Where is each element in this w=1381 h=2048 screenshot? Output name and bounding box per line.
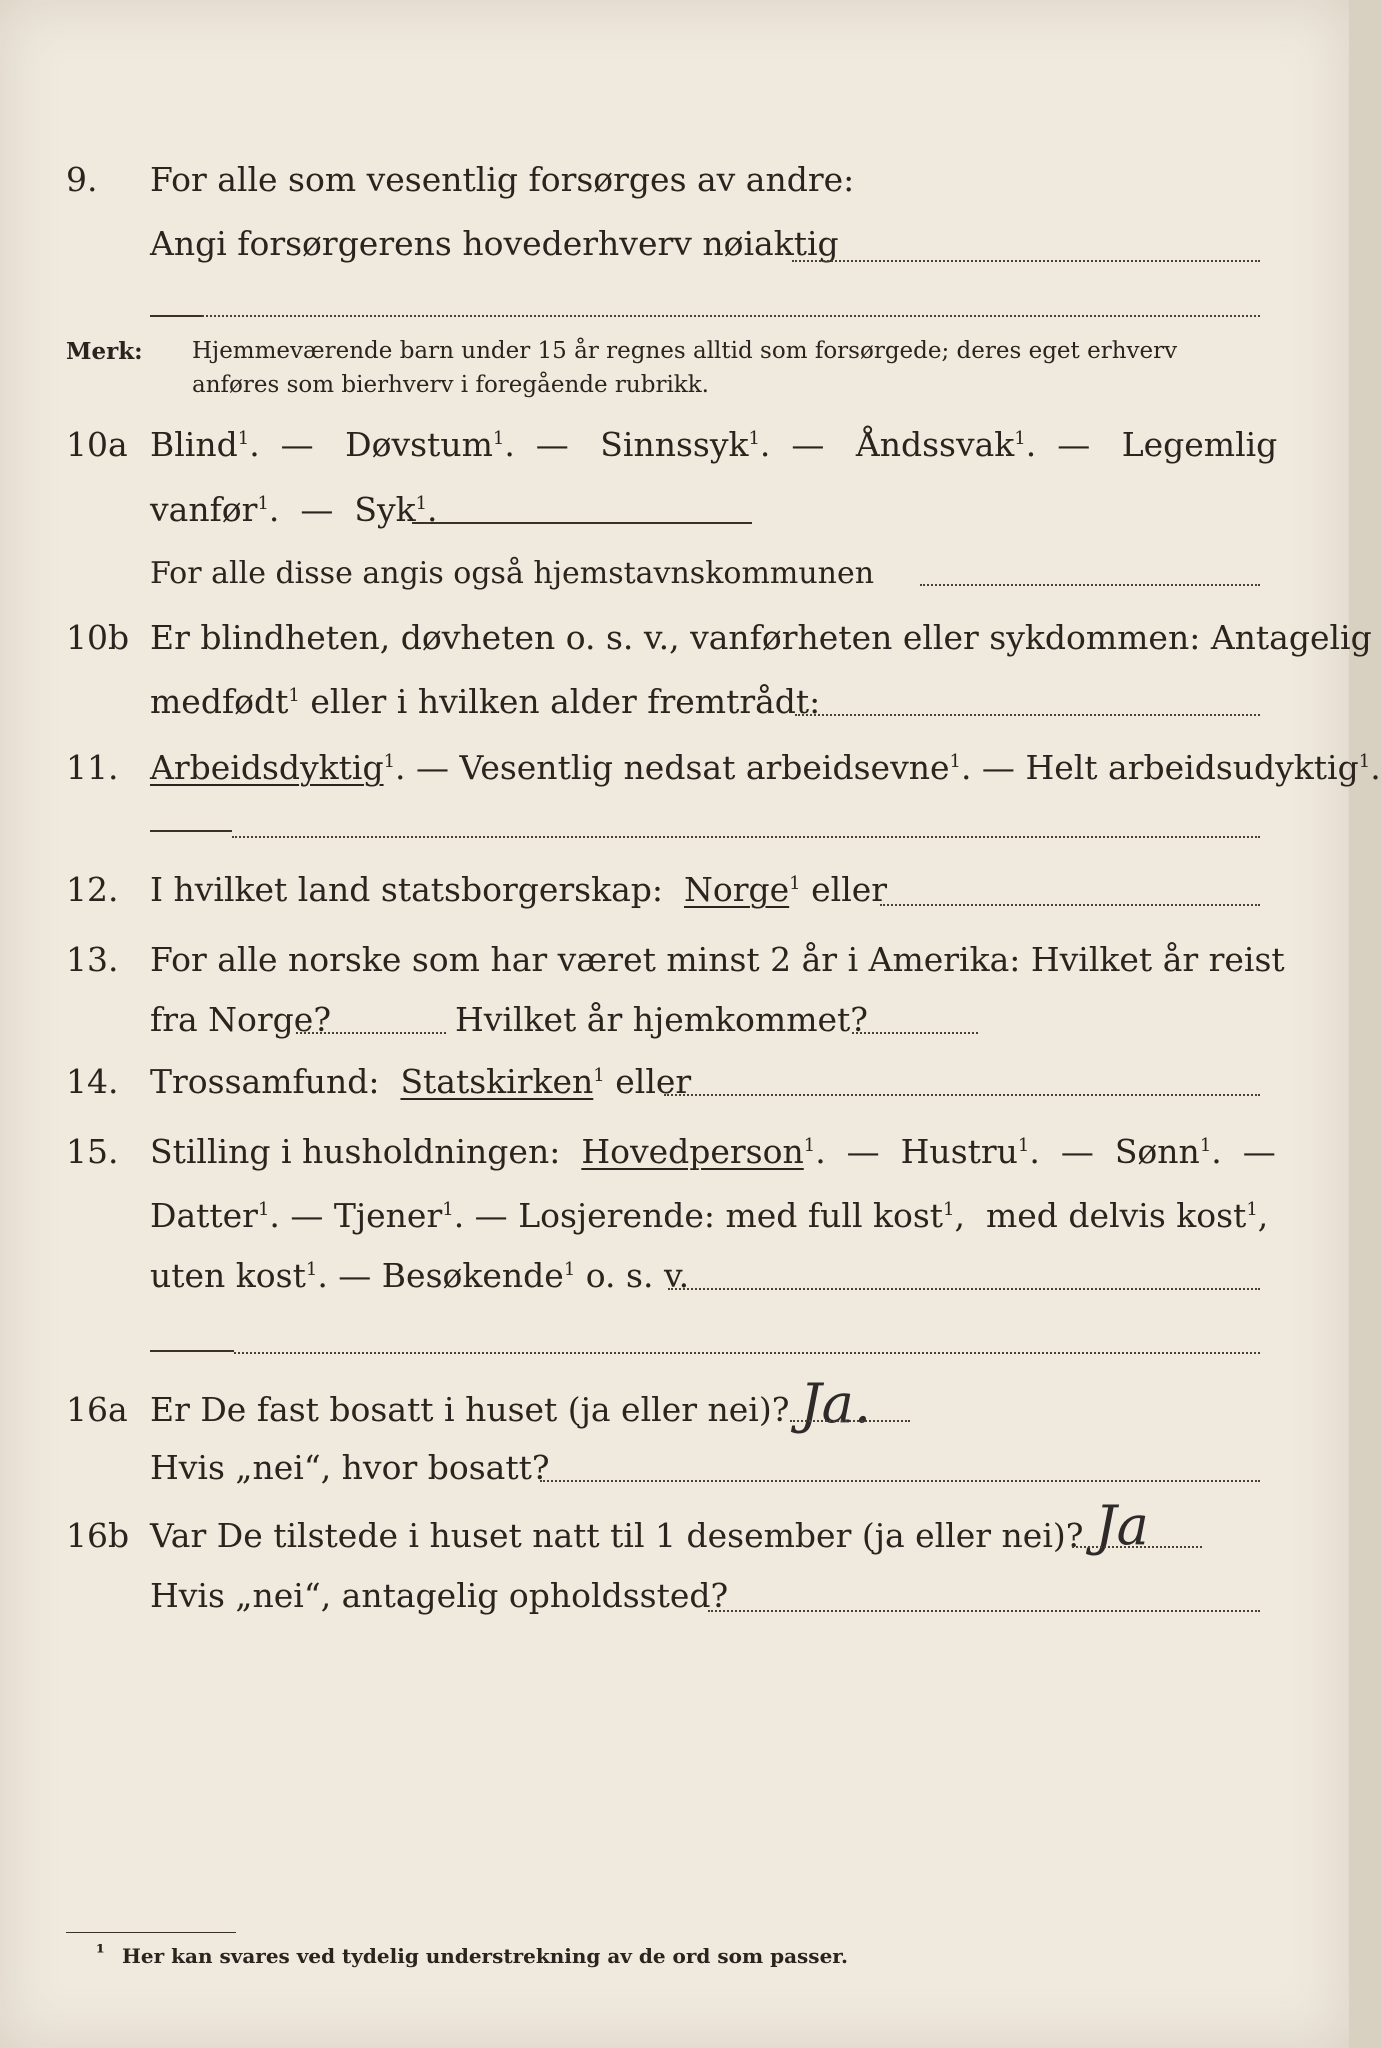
sup-mark: 1 (1246, 1199, 1258, 1220)
sup-mark: 1 (748, 428, 760, 449)
q15-question: Stilling i husholdningen: (150, 1132, 561, 1171)
sup-mark: 1 (257, 1199, 270, 1220)
sup-mark: 1 (789, 873, 801, 894)
q10b-answer-line[interactable] (795, 714, 1260, 716)
q10a-options-2: vanfør$^1$. — Syk$^1$. (150, 490, 438, 529)
q12-eller: eller (811, 870, 888, 909)
option-medfodt[interactable]: medfødt (150, 682, 289, 721)
q16b-text: Var De tilstede i huset natt til 1 desember (ja eller nei)? (150, 1516, 1084, 1555)
footnote-rule (66, 1932, 236, 1933)
q9-number: 9. (66, 160, 98, 199)
q16a-handwritten-answer[interactable]: Ja. (800, 1372, 872, 1435)
q11-answer-line-b[interactable] (232, 836, 1260, 838)
q16b-opholdssted-line[interactable] (708, 1610, 1260, 1612)
option-sinnssyk[interactable]: Sinnssyk (600, 425, 749, 464)
q12-answer-line[interactable] (880, 904, 1260, 906)
q10b-text-2 (150, 682, 820, 721)
option-tjener[interactable]: Tjener (333, 1196, 443, 1235)
merk-line2: anføres som bierhverv i foregående rubrikk. (192, 372, 709, 398)
merk-line1: Hjemmeværende barn under 15 år regnes alltid som forsørgede; deres eget erhverv (192, 338, 1178, 364)
sup-mark: 1 (1014, 428, 1026, 449)
option-arbeidsdyktig[interactable]: Arbeidsdyktig (150, 748, 384, 787)
option-datter[interactable]: Datter (150, 1196, 258, 1235)
q15-osv: o. s. v. (585, 1256, 690, 1295)
option-norge[interactable]: Norge (684, 870, 790, 909)
q10b-number: 10b (66, 618, 130, 657)
option-hustru[interactable]: Hustru (900, 1132, 1018, 1171)
option-besokende[interactable]: Besøkende (381, 1256, 564, 1295)
sup-mark: 1 (257, 493, 269, 514)
q12-question: I hvilket land statsborgerskap: (150, 870, 664, 909)
sup-mark: 1 (442, 1199, 454, 1220)
option-syk[interactable]: Syk (354, 490, 416, 529)
option-hovedperson[interactable]: Hovedperson (581, 1132, 804, 1171)
q13-hjem: Hvilket år hjemkommet? (455, 1000, 868, 1039)
q12-text (150, 870, 887, 909)
q15-options-2: Datter$^1$. — Tjener$^1$. — Losjerende: med full kost$^1$, med delvis kost$^1$, (150, 1196, 1269, 1235)
q15-answer-line[interactable] (668, 1288, 1260, 1290)
q16b-handwritten-answer[interactable]: Ja (1095, 1494, 1149, 1557)
q10a-options: Blind$^1$. — Døvstum$^1$. — Sinnssyk$^1$. — Åndssvak$^1$. — Legemlig (150, 425, 1278, 464)
footnote-mark: ¹ (96, 1940, 105, 1964)
q14-text (150, 1062, 691, 1101)
footnote-text: Her kan svares ved tydelig understrekning av de ord som passer. (122, 1944, 848, 1968)
option-sonn[interactable]: Sønn (1114, 1132, 1200, 1171)
q16b-text-2: Hvis „nei“, antagelig opholdssted? (150, 1576, 729, 1615)
q9-answer-line[interactable] (792, 260, 1260, 262)
option-statskirken[interactable]: Statskirken (400, 1062, 594, 1101)
option-andssvak[interactable]: Åndssvak (855, 425, 1015, 464)
q16a-text: Er De fast bosatt i huset (ja eller nei)? (150, 1390, 790, 1429)
sup-mark: 1 (1199, 1135, 1212, 1156)
sup-mark: 1 (563, 1259, 576, 1280)
option-helt[interactable]: Helt arbeidsudyktig (1025, 748, 1359, 787)
q13-number: 13. (66, 940, 119, 979)
q12-number: 12. (66, 870, 119, 909)
sup-mark: 1 (943, 1199, 955, 1220)
q10a-hjemstavn-line[interactable] (920, 584, 1260, 586)
q10a-answer-line[interactable] (412, 522, 752, 524)
q9-answer-line-2[interactable] (150, 315, 202, 317)
option-uten[interactable]: uten kost (150, 1256, 306, 1295)
q14-number: 14. (66, 1062, 119, 1101)
q15-number: 15. (66, 1132, 119, 1171)
q15-options-3: uten kost$^1$. — Besøkende$^1$ o. s. v. (150, 1256, 690, 1295)
sup-mark: 1 (949, 751, 961, 772)
q16a-answer-line[interactable] (790, 1420, 910, 1422)
q15-answer-line-2[interactable] (150, 1350, 234, 1352)
q16b-answer-line[interactable] (1072, 1546, 1202, 1548)
q10b-rest: eller i hvilken alder fremtrådt: (310, 682, 821, 721)
sup-mark: 1 (1358, 751, 1371, 772)
option-legemlig[interactable]: Legemlig (1121, 425, 1278, 464)
q11-number: 11. (66, 748, 119, 787)
q9-text: For alle som vesentlig forsørges av andre: (150, 160, 855, 199)
sup-mark: 1 (803, 1135, 816, 1156)
q14-question: Trossamfund: (150, 1062, 380, 1101)
q9-text-2: Angi forsørgerens hovederhverv nøiaktig (150, 224, 839, 263)
q16b-number: 16b (66, 1516, 130, 1555)
option-losjerende[interactable]: Losjerende: med full kost (518, 1196, 944, 1235)
q9-answer-line-2b[interactable] (202, 315, 1260, 317)
q13-text: For alle norske som har været minst 2 år i Amerika: Hvilket år reist (150, 940, 1285, 979)
q10a-number: 10a (66, 425, 128, 464)
option-vesentlig[interactable]: Vesentlig nedsat arbeidsevne (459, 748, 950, 787)
q13-fra: fra Norge? (150, 1000, 332, 1039)
q14-answer-line[interactable] (664, 1094, 1260, 1096)
sup-mark: 1 (415, 493, 428, 514)
q14-eller: eller (615, 1062, 692, 1101)
q11-options: Arbeidsdyktig$^1$. — Vesentlig nedsat arbeidsevne$^1$. — Helt arbeidsudyktig$^1$. (150, 748, 1381, 787)
option-vanfor[interactable]: vanfør (150, 490, 258, 529)
q16a-number: 16a (66, 1390, 128, 1429)
q11-answer-line[interactable] (150, 830, 232, 832)
q10b-text: Er blindheten, døvheten o. s. v., vanførheten eller sykdommen: Antagelig (150, 618, 1372, 657)
sup-mark: 1 (492, 428, 505, 449)
merk-label: Merk: (66, 338, 143, 365)
option-blind[interactable]: Blind (150, 425, 238, 464)
option-delvis[interactable]: med delvis kost (985, 1196, 1247, 1235)
q10a-hjemstavn: For alle disse angis også hjemstavnskommunen (150, 556, 875, 591)
sup-mark: 1 (288, 685, 300, 706)
sup-mark: 1 (593, 1065, 605, 1086)
q13-reist-line[interactable] (296, 1032, 446, 1034)
sup-mark: 1 (237, 428, 250, 449)
q15-options: Stilling i husholdningen: Hovedperson$^1$. — Hustru$^1$. — Sønn$^1$. — (150, 1132, 1276, 1171)
q15-answer-line-2b[interactable] (234, 1352, 1260, 1354)
q13-hjem-line[interactable] (852, 1032, 978, 1034)
q16a-text-2: Hvis „nei“, hvor bosatt? (150, 1448, 550, 1487)
sup-mark: 1 (383, 751, 396, 772)
sup-mark: 1 (305, 1259, 318, 1280)
option-dovstum[interactable]: Døvstum (345, 425, 493, 464)
q16a-bosatt-line[interactable] (540, 1480, 1260, 1482)
sup-mark: 1 (1017, 1135, 1030, 1156)
